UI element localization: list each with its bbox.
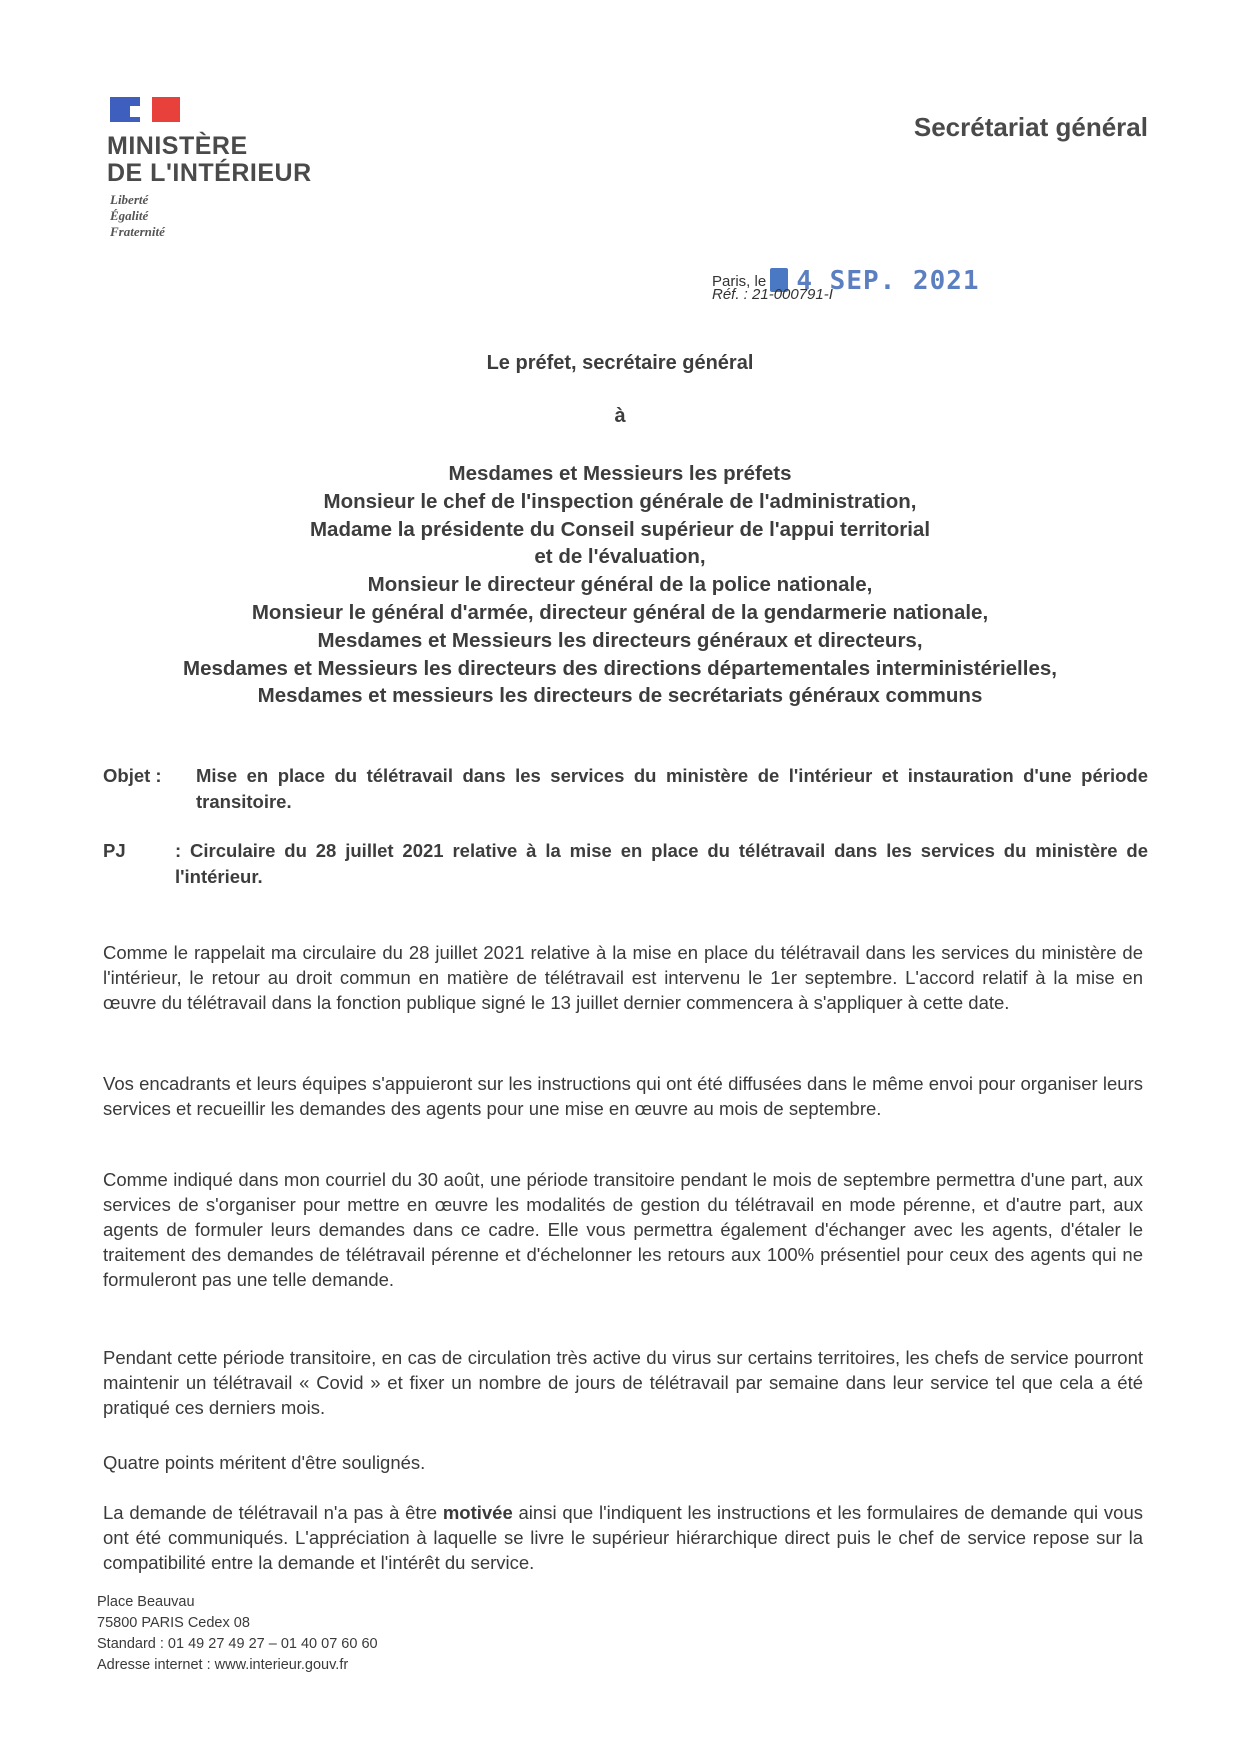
- addressee-line: Monsieur le chef de l'inspection générale de l'administration,: [323, 489, 917, 513]
- attachment-block: [103, 838, 1148, 890]
- place-prefix: Paris, le: [712, 273, 767, 290]
- body-paragraph-2: Vos encadrants et leurs équipes s'appuieront sur les instructions qui ont été diffusées dans le même envoi pour organiser leurs services et recueillir les demandes des agents pour une mise en œuvre au mois de septembre.: [103, 1073, 1143, 1119]
- body-paragraph-3: Comme indiqué dans mon courriel du 30 août, une période transitoire pendant le mois de septembre permettra d'une part, aux services de s'organiser pour mettre en œuvre les modalités de gestion du télétravail en mode pérenne, et d'autre part, aux agents de formuler leurs demandes dans ce cadre. Elle vous permettra également d'échanger avec les agents, d'étaler le traitement des demandes de télétravail pérenne et d'échelonner les retours aux 100% présentiel pour ceux des agents qui ne formuleront pas une telle demande.: [103, 1169, 1143, 1290]
- ministry-name: [107, 133, 312, 187]
- marianne-flag-icon: [110, 97, 180, 122]
- footer-city: 75800 PARIS Cedex 08: [97, 1615, 250, 1631]
- p6-emphasis: motivée: [442, 1502, 513, 1523]
- body-paragraph-1: Comme le rappelait ma circulaire du 28 juillet 2021 relative à la mise en place du télétravail dans les services du ministère de l'intérieur, le retour au droit commun en matière de télétravail est intervenu le 1er septembre. L'accord relatif à la mise en œuvre du télétravail dans la fonction publique signé le 13 juillet dernier commencera à s'appliquer à cette date.: [103, 942, 1143, 1013]
- addressee-line: Mesdames et Messieurs les préfets: [448, 462, 792, 485]
- p6-text-after: ainsi que l'indiquent les instructions et les formulaires de demande qui vous ont été communiqués. L'appréciation à laquelle se livre le supérieur hiérarchique direct puis le chef de service repose sur la compatibilité entre la demande et l'intérêt du service.: [103, 1502, 1143, 1573]
- footer-address: [97, 1592, 378, 1676]
- addressee-line: Madame la présidente du Conseil supérieur de l'appui territorial: [309, 517, 931, 541]
- marianne-profile: [130, 106, 148, 117]
- footer-website: Adresse internet : www.interieur.gouv.fr: [97, 1657, 349, 1673]
- body-paragraph-5: Quatre points méritent d'être soulignés.: [103, 1452, 426, 1473]
- flag-red-band: [152, 97, 180, 122]
- subject-text: Mise en place du télétravail dans les services du ministère de l'intérieur et instauration d'une période transitoire.: [196, 765, 1148, 812]
- addressee-line: et de l'évaluation,: [534, 545, 706, 569]
- ministry-line-2: DE L'INTÉRIEUR: [107, 159, 312, 187]
- body-paragraph-6: [103, 1500, 1143, 1575]
- attachment-label: PJ: [103, 840, 126, 861]
- motto-egalite: Égalité: [110, 208, 149, 223]
- ministry-line-1: MINISTÈRE: [107, 132, 248, 160]
- footer-phone: Standard : 01 49 27 49 27 – 01 40 07 60 60: [97, 1636, 378, 1652]
- department-title: Secrétariat général: [913, 112, 1148, 142]
- footer-street: Place Beauvau: [97, 1594, 195, 1610]
- stamp-date: 4 SEP. 2021: [796, 266, 980, 296]
- subject-block: [103, 763, 1148, 815]
- addressee-list: [0, 460, 1240, 710]
- addressee-line: Monsieur le directeur général de la police nationale,: [367, 573, 873, 597]
- attachment-text: : Circulaire du 28 juillet 2021 relative à la mise en place du télétravail dans les services du ministère de l'intérieur.: [175, 840, 1148, 887]
- subject-label: Objet :: [103, 765, 162, 786]
- motto-liberte: Liberté: [110, 192, 149, 207]
- addressee-line: Mesdames et messieurs les directeurs de secrétariats généraux communs: [257, 684, 983, 708]
- republic-motto: [110, 192, 165, 240]
- addressee-line: Mesdames et Messieurs les directeurs des directions départementales interministérielles,: [183, 656, 1057, 680]
- body-paragraph-4: Pendant cette période transitoire, en cas de circulation très active du virus sur certains territoires, les chefs de service pourront maintenir un télétravail « Covid » et fixer un nombre de jours de télétravail par semaine dans leur service tel que cela a été pratiqué ces derniers mois.: [103, 1347, 1143, 1418]
- reference-number: Réf. : 21-000791-I: [712, 286, 833, 303]
- addressee-line: Monsieur le général d'armée, directeur général de la gendarmerie nationale,: [251, 600, 989, 624]
- sender: Le préfet, secrétaire général: [486, 352, 754, 374]
- motto-fraternite: Fraternité: [110, 224, 165, 239]
- addressee-line: Mesdames et Messieurs les directeurs généraux et directeurs,: [317, 628, 923, 652]
- to-word: à: [614, 405, 626, 427]
- p6-text-before: La demande de télétravail n'a pas à être: [103, 1502, 443, 1523]
